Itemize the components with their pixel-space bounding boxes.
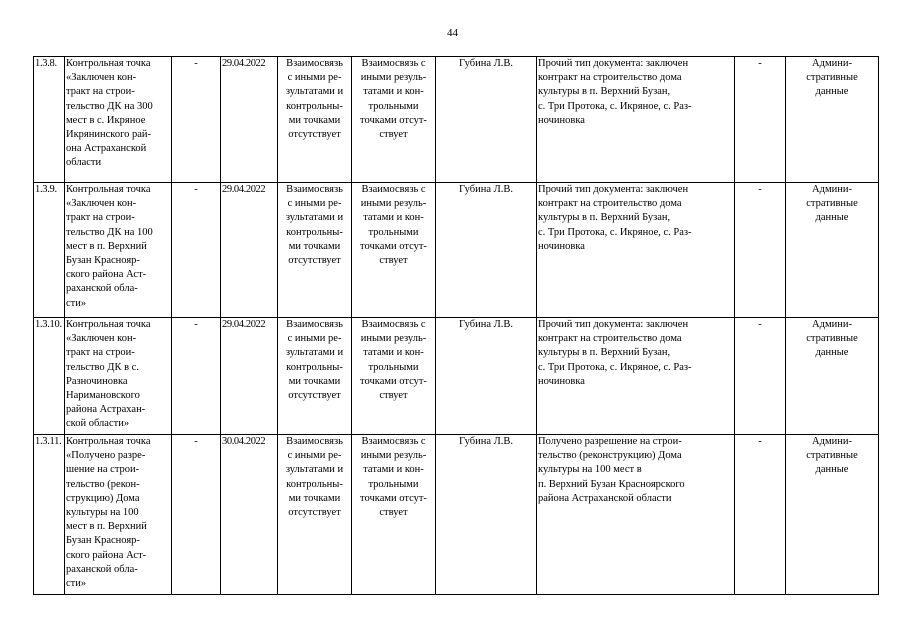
table-row	[34, 318, 879, 435]
relation-results-cell	[278, 183, 352, 318]
empty-value-cell: -	[172, 318, 221, 435]
control-points-table	[33, 56, 879, 595]
document-type-cell	[537, 57, 735, 183]
row-number: 1.3.8.	[34, 57, 65, 183]
empty-value-cell: -	[172, 183, 221, 318]
control-point-name	[65, 318, 172, 435]
relation-results-cell	[278, 435, 352, 595]
data-source-cell	[786, 183, 879, 318]
document-type-text: Прочий тип документа: заключен контракт на строительство дома культуры в п. Верхний Бузан, с. Три Протока, с. Икряное, с. Раз- ночиновка	[538, 184, 692, 252]
relation-points-cell	[352, 57, 436, 183]
row-number: 1.3.11.	[34, 435, 65, 595]
table-row	[34, 57, 879, 183]
responsible-person: Губина Л.В.	[436, 183, 537, 318]
table-body	[34, 57, 879, 595]
responsible-person: Губина Л.В.	[436, 435, 537, 595]
document-type-cell	[537, 435, 735, 595]
relation-points-text: Взаимосвязь с иными резуль- татами и кон- трольными точками отсут- ствует	[360, 184, 427, 267]
relation-points-text: Взаимосвязь с иными резуль- татами и кон- трольными точками отсут- ствует	[360, 436, 427, 519]
control-point-name-text: Контрольная точка «Получено разре- шение на строи- тельство (рекон- струкцию) Дома культуры на 100 мест в п. Верхний Бузан Краснояр- ского района Аст- раханской обла- сти»	[66, 436, 151, 590]
document-type-text: Прочий тип документа: заключен контракт на строительство дома культуры в п. Верхний Бузан, с. Три Протока, с. Икряное, с. Раз- ночиновка	[538, 58, 692, 126]
row-number: 1.3.10.	[34, 318, 65, 435]
control-point-name-text: Контрольная точка «Заключен кон- тракт на строи- тельство ДК на 100 мест в п. Верхний Бузан Краснояр- ского района Аст- раханской обла- сти»	[66, 184, 153, 309]
relation-results-cell	[278, 57, 352, 183]
empty-value-cell: -	[735, 183, 786, 318]
due-date: 29.04.2022	[221, 183, 278, 318]
control-point-name-text: Контрольная точка «Заключен кон- тракт на строи- тельство ДК в с. Разночиновка Наримановского района Астрахан- ской области»	[66, 319, 151, 430]
relation-points-cell	[352, 435, 436, 595]
row-number: 1.3.9.	[34, 183, 65, 318]
document-type-cell	[537, 183, 735, 318]
table-row	[34, 183, 879, 318]
relation-results-text: Взаимосвязь с иными ре- зультатами и контрольны- ми точками отсутствует	[285, 436, 344, 519]
document-type-text: Прочий тип документа: заключен контракт на строительство дома культуры в п. Верхний Бузан, с. Три Протока, с. Икряное, с. Раз- ночиновка	[538, 319, 692, 387]
control-point-name	[65, 435, 172, 595]
table-row	[34, 435, 879, 595]
empty-value-cell: -	[735, 318, 786, 435]
responsible-person: Губина Л.В.	[436, 57, 537, 183]
relation-results-text: Взаимосвязь с иными ре- зультатами и контрольны- ми точками отсутствует	[285, 184, 344, 267]
page-number: 44	[447, 27, 458, 39]
empty-value-cell: -	[735, 57, 786, 183]
data-source-text: Админи- стративные данные	[806, 184, 858, 224]
data-source-cell	[786, 318, 879, 435]
empty-value-cell: -	[735, 435, 786, 595]
data-source-cell	[786, 57, 879, 183]
document-type-text: Получено разрешение на строи- тельство (реконструкцию) Дома культуры на 100 мест в п. Верхний Бузан Красноярского района Астраханской области	[538, 436, 685, 504]
document-type-cell	[537, 318, 735, 435]
data-source-text: Админи- стративные данные	[806, 319, 858, 359]
relation-points-text: Взаимосвязь с иными резуль- татами и кон- трольными точками отсут- ствует	[360, 319, 427, 402]
relation-points-cell	[352, 183, 436, 318]
due-date: 29.04.2022	[221, 57, 278, 183]
responsible-person: Губина Л.В.	[436, 318, 537, 435]
relation-points-text: Взаимосвязь с иными резуль- татами и кон- трольными точками отсут- ствует	[360, 58, 427, 141]
relation-points-cell	[352, 318, 436, 435]
due-date: 30.04.2022	[221, 435, 278, 595]
control-point-name	[65, 183, 172, 318]
relation-results-text: Взаимосвязь с иными ре- зультатами и контрольны- ми точками отсутствует	[285, 319, 344, 402]
control-point-name-text: Контрольная точка «Заключен кон- тракт на строи- тельство ДК на 300 мест в с. Икряное Икрянинского рай- она Астраханской области	[66, 58, 153, 169]
empty-value-cell: -	[172, 57, 221, 183]
data-source-text: Админи- стративные данные	[806, 436, 858, 476]
empty-value-cell: -	[172, 435, 221, 595]
due-date: 29.04.2022	[221, 318, 278, 435]
control-point-name	[65, 57, 172, 183]
relation-results-cell	[278, 318, 352, 435]
relation-results-text: Взаимосвязь с иными ре- зультатами и контрольны- ми точками отсутствует	[285, 58, 344, 141]
data-source-cell	[786, 435, 879, 595]
data-source-text: Админи- стративные данные	[806, 58, 858, 98]
